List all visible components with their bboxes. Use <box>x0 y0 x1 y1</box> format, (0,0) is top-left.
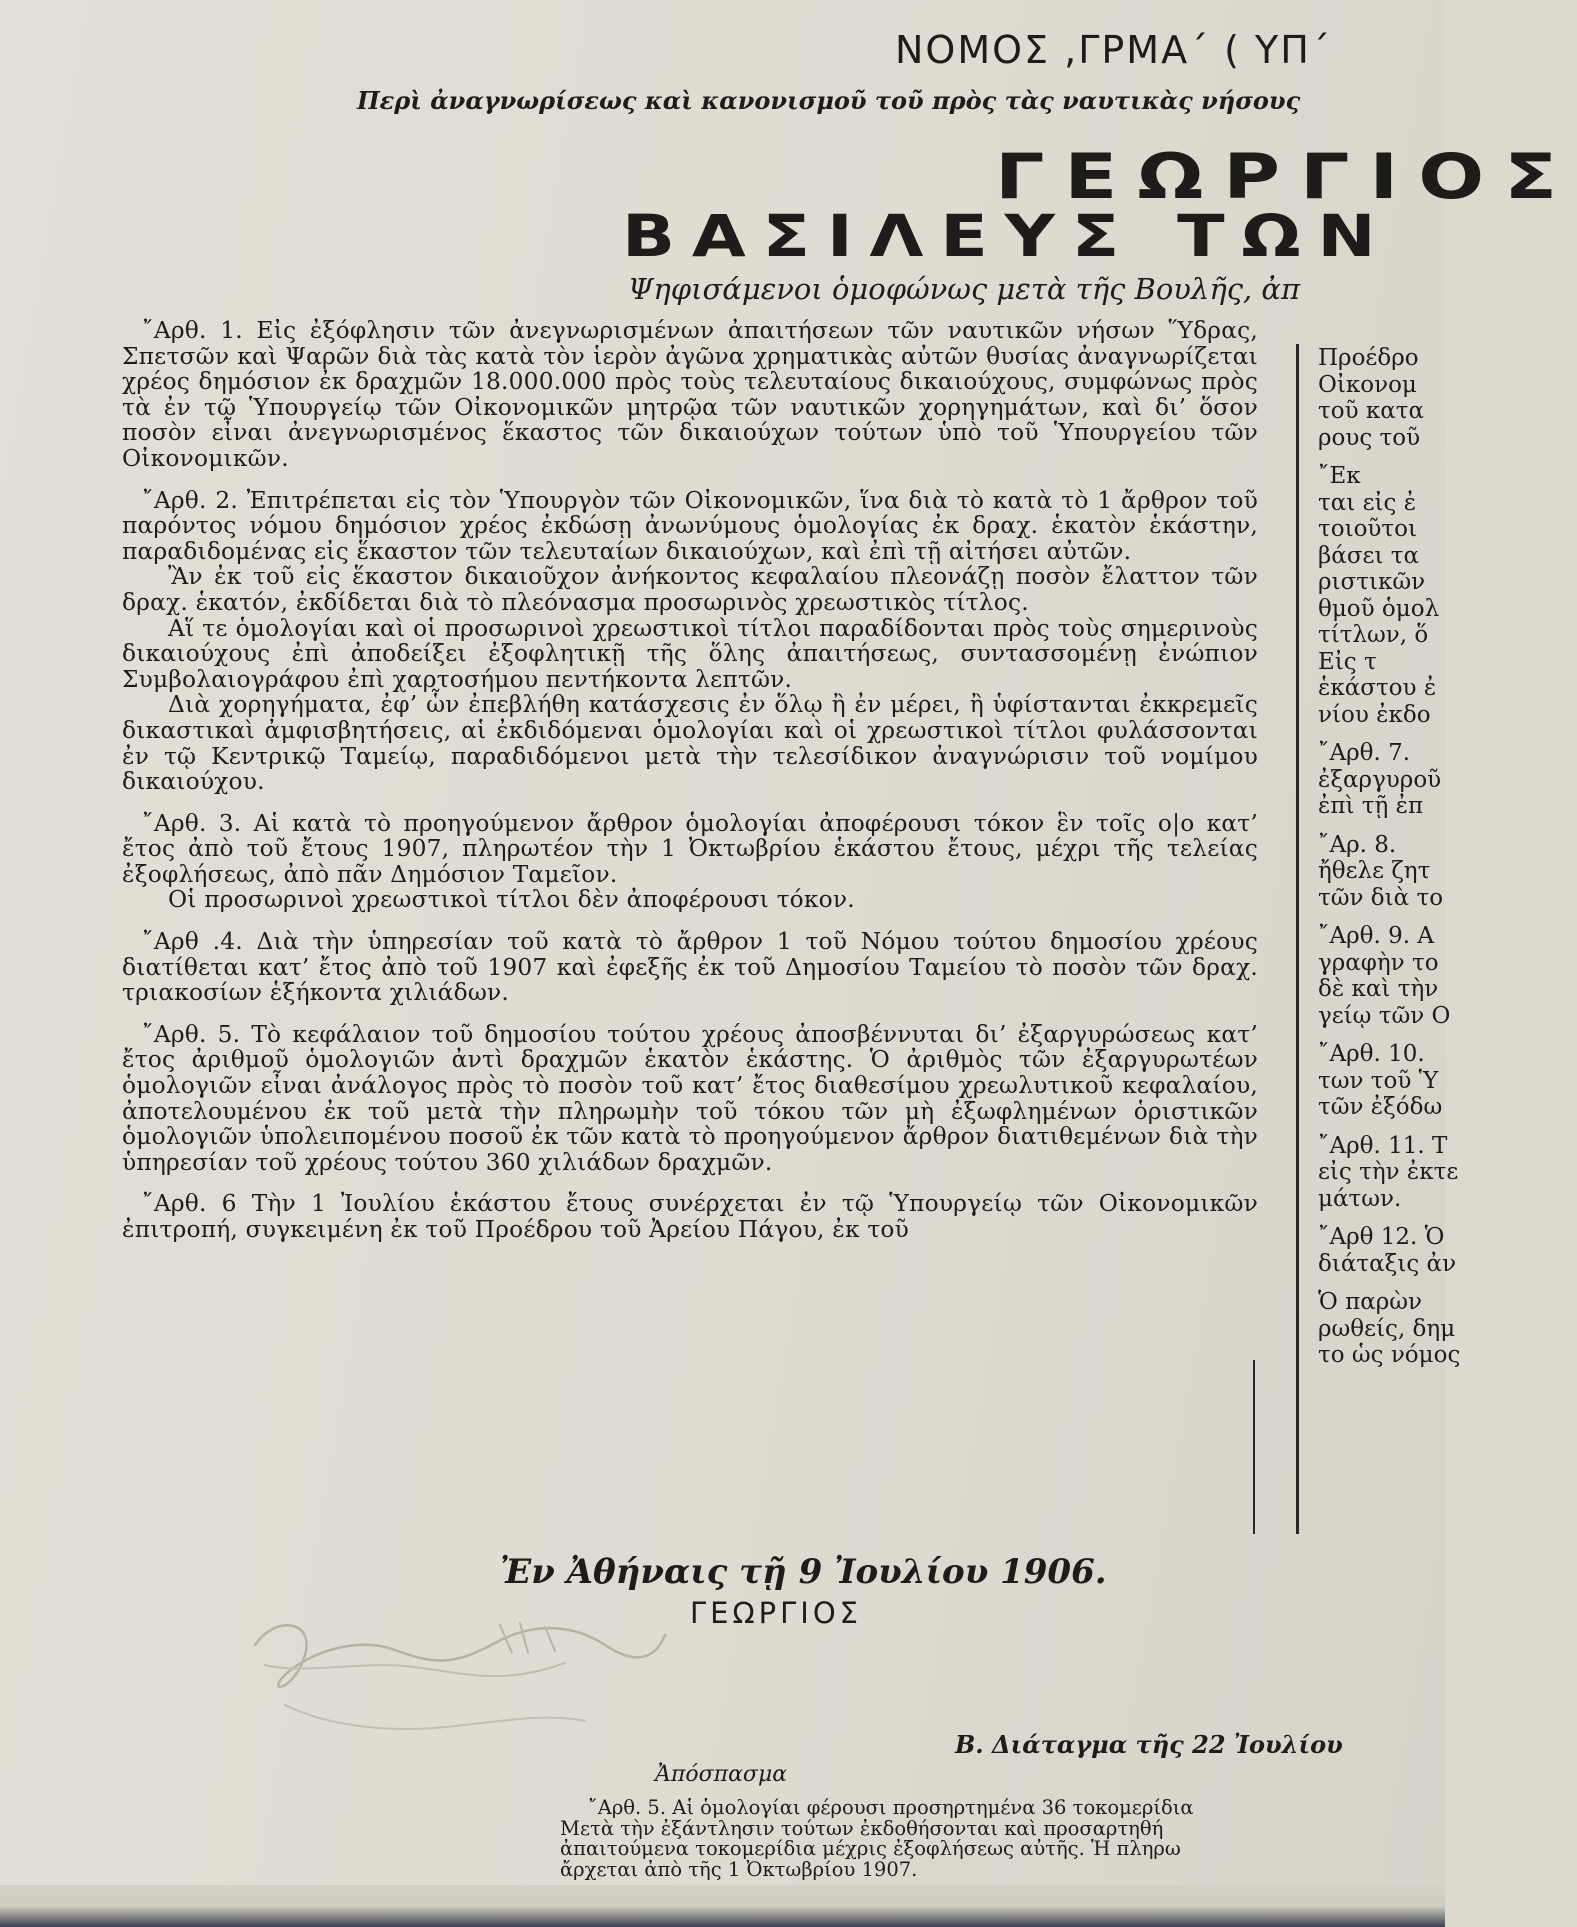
right-column-line: ται εἰς ἐ <box>1318 489 1417 516</box>
right-column-line: γείῳ τῶν Ο <box>1318 1002 1451 1029</box>
right-column-line: δὲ καὶ τὴν <box>1318 976 1439 1002</box>
article-paragraph: ῎Αρθ. 1. Εἰς ἐξόφλησιν τῶν ἀνεγνωρισμένων ἀπαιτήσεων τῶν ναυτικῶν νήσων Ὕδρας, Σπετσῶν καὶ Ψαρῶν διὰ τὰς κατὰ τὸν ἱερὸν ἀγῶνα χρηματικὰς αὐτῶν θυσίας ἀναγνωρίζεται χρέος δημόσιον ἐκ δραχμῶν 18.000.000 πρὸς τοὺς τελευταίους δικαιούχους, συμφώνως πρὸς τὰ ἐν τῷ Ὑπουργείῳ τῶν Οἰκονομικῶν μητρῷα τῶν ναυτικῶν χορηγημάτων, καὶ δι’ ὅσον ποσὸν εἶναι ἀνεγνωρισμένος ἕκαστος τῶν δικαιούχων τούτων ὑπὸ τοῦ Ὑπουργείου τῶν Οἰκονομικῶν. <box>122 317 1258 472</box>
king-name-heading: ΓΕΩΡΓΙΟΣ <box>995 140 1577 213</box>
right-column-line: γραφὴν το <box>1318 949 1439 976</box>
right-column-line: Προέδρο <box>1318 345 1419 371</box>
right-column-line: των τοῦ Ὑ <box>1318 1067 1439 1094</box>
right-column-line: ἐπὶ τῇ ἐπ <box>1318 793 1424 819</box>
right-column-line: ρους τοῦ <box>1318 424 1421 451</box>
decree-extract <box>560 1798 1460 1880</box>
king-title-heading: ΒΑΣΙΛΕΥΣ ΤΩΝ <box>622 202 1393 270</box>
handwritten-signature <box>245 1605 685 1745</box>
article-paragraph: ῎Αρθ. 2. Ἐπιτρέπεται εἰς τὸν Ὑπουργὸν τῶν Οἰκονομικῶν, ἵνα διὰ τὸ κατὰ τὸ 1 ἄρθρον τοῦ παρόντος νόμου δημόσιον χρέος ἐκδώσῃ ἀνωνύμους ὁμολογίας ἐκ δραχ. ἑκατὸν ἑκάστην, παραδιδομένας εἰς ἕκαστον τῶν τελευταίων δικαιούχων, καὶ ἐπὶ τῇ αἰτήσει αὐτῶν. <box>122 486 1258 565</box>
right-text-column <box>1318 345 1518 1381</box>
right-column-line: ρωθείς, δημ <box>1318 1315 1456 1342</box>
right-column-line: ῎Αρθ. 11. Τ <box>1318 1132 1448 1159</box>
extract-line: ῎Αρθ. 5. Αἱ ὁμολογίαι φέρουσι προσηρτημένα 36 τοκομερίδια <box>588 1796 1194 1819</box>
article-5 <box>122 1022 1258 1176</box>
column-divider <box>1296 344 1299 1534</box>
enactment-clause: Ψηφισάμενοι ὁμοφώνως μετὰ τῆς Βουλῆς, ἀπ <box>628 272 1301 306</box>
right-column-line: Ὁ παρὼν <box>1318 1289 1422 1315</box>
article-paragraph: Αἵ τε ὁμολογίαι καὶ οἱ προσωρινοὶ χρεωστικοὶ τίτλοι παραδίδονται πρὸς τοὺς σημερινοὺς δικαιούχους ἐπὶ ἀποδείξει ἐξοφλητικῇ τῆς ὅλης ἀπαιτήσεως, συντασσομένῃ ἐνώπιον Συμβολαιογράφου ἐπὶ χαρτοσήμου πεντήκοντα λεπτῶν. <box>122 614 1258 693</box>
column-divider-short <box>1253 1360 1255 1534</box>
article-1 <box>122 318 1258 472</box>
article-paragraph: Διὰ χορηγήματα, ἐφ’ ὧν ἐπεβλήθη κατάσχεσις ἐν ὅλῳ ἢ ἐν μέρει, ἢ ὑφίστανται ἐκκρεμεῖς δικαστικαὶ ἀμφισβητήσεις, αἱ ἐκδιδόμεναι ὁμολογίαι καὶ οἱ χρεωστικοὶ τίτλοι φυλάσσονται ἐν τῷ Κεντρικῷ Ταμείῳ, παραδιδόμενοι μετὰ τὴν τελεσίδικον ἀναγνώρισιν τοῦ νομίμου δικαιούχου. <box>122 691 1258 796</box>
article-paragraph: Οἱ προσωρινοὶ χρεωστικοὶ τίτλοι δὲν ἀποφέρουσι τόκον. <box>168 886 855 914</box>
right-column-line: ῎Εκ <box>1318 463 1361 489</box>
article-2 <box>122 488 1258 795</box>
right-column-line: ῎Αρθ. 10. <box>1318 1041 1425 1067</box>
extract-line: ἀπαιτούμενα τοκομερίδια μέχρις ἐξοφλήσεως αὐτῆς. Ἡ πληρω <box>560 1837 1181 1860</box>
signature-king-name: ΓΕΩΡΓΙΟΣ <box>690 1596 862 1630</box>
right-column-line: τοῦ κατα <box>1318 398 1425 424</box>
right-column-line: ῎Αρθ. 9. Α <box>1318 923 1434 949</box>
right-column-line: νίου ἐκδο <box>1318 701 1431 728</box>
article-paragraph: ῎Αρθ. 5. Τὸ κεφάλαιον τοῦ δημοσίου τούτου χρέους ἀποσβέννυται δι’ ἐξαργυρώσεως κατ’ ἔτος ἀριθμοῦ ὁμολογιῶν ἀντὶ δραχμῶν ἑκατὸν ἑκάστης. Ὁ ἀριθμὸς τῶν ἐξαργυρωτέων ὁμολογιῶν εἶναι ἀνάλογος πρὸς τὸ ποσὸν τοῦ κατ’ ἔτος διαθεσίμου χρεωλυτικοῦ κεφαλαίου, ἀποτελουμένου ἐκ τοῦ μετὰ τὴν πληρωμὴν τοῦ τόκου τῶν μὴ ἐξωφλημένων ὁριστικῶν ὁμολογιῶν ὑπολειπομένου ποσοῦ ἐκ τῶν κατὰ τὸ προηγούμενον ἄρθρον διατιθεμένων διὰ τὴν ὑπηρεσίαν τοῦ χρέους τούτου 360 χιλιάδων δραχμῶν. <box>122 1020 1258 1176</box>
decree-title: Β. Διάταγμα τῆς 22 Ἰουλίου <box>955 1730 1343 1759</box>
article-paragraph: Ἂν ἐκ τοῦ εἰς ἕκαστον δικαιοῦχον ἀνήκοντος κεφαλαίου πλεονάζῃ ποσὸν ἔλαττον τῶν δραχ. ἑκατόν, ἐκδίδεται διὰ τὸ πλεόνασμα προσωρινὸς χρεωστικὸς τίτλος. <box>122 563 1258 616</box>
right-column-line: διάταξις ἀν <box>1318 1250 1457 1277</box>
right-column-line: τῶν διὰ το <box>1318 884 1444 911</box>
right-column-line: μάτων. <box>1318 1185 1402 1212</box>
article-paragraph: ῎Αρθ. 6 Τὴν 1 Ἰουλίου ἑκάστου ἔτους συνέρχεται ἐν τῷ Ὑπουργείῳ τῶν Οἰκονομικῶν ἐπιτροπή, συγκειμένη ἐκ τοῦ Προέδρου τοῦ Ἀρείου Πάγου, ἐκ τοῦ <box>122 1190 1258 1243</box>
right-column-line: εἰς τὴν ἐκτε <box>1318 1159 1459 1185</box>
right-column-line: θμοῦ ὁμολ <box>1318 595 1440 622</box>
right-column-line: τίτλων, ὅ <box>1318 622 1429 648</box>
main-text-column <box>122 318 1258 1259</box>
extract-line: ἄρχεται ἀπὸ τῆς 1 Ὀκτωβρίου 1907. <box>560 1857 918 1881</box>
right-column-line: ῎Αρθ. 7. <box>1318 740 1411 766</box>
right-column-line: τοιοῦτοι <box>1318 516 1418 542</box>
right-column-line: βάσει τα <box>1318 542 1420 569</box>
extract-label: Ἀπόσπασμα <box>655 1762 788 1787</box>
right-column-line: ἤθελε ζητ <box>1318 858 1431 884</box>
law-title: ΝΟΜΟΣ ,ΓΡΜΑ΄ ( ΥΠ΄ <box>895 28 1332 72</box>
right-column-line: τῶν ἐξόδω <box>1318 1094 1443 1120</box>
right-column-line: ἐξαργυροῦ <box>1318 766 1442 793</box>
article-paragraph: ῎Αρθ .4. Διὰ τὴν ὑπηρεσίαν τοῦ κατὰ τὸ ἄρθρον 1 τοῦ Νόμου τούτου δημοσίου χρέους διατίθεται κατ’ ἔτος ἀπὸ τοῦ 1907 καὶ ἐφεξῆς ἐκ τοῦ Δημοσίου Ταμείου τὸ ποσὸν τῶν δραχ. τριακοσίων ἑξήκοντα χιλιάδων. <box>122 928 1258 1007</box>
right-column-line: Οἰκονομ <box>1318 371 1417 398</box>
right-column-line: ἑκάστου ἐ <box>1318 675 1437 701</box>
right-column-line: ριστικῶν <box>1318 569 1426 595</box>
article-3 <box>122 811 1258 913</box>
right-column-line: ῎Αρθ 12. Ὁ <box>1318 1224 1445 1250</box>
page-bottom-edge <box>0 1885 1445 1927</box>
article-4 <box>122 929 1258 1006</box>
extract-line: Μετὰ τὴν ἐξάντλησιν τούτων ἐκδοθήσονται καὶ προσαρτηθή <box>560 1816 1164 1840</box>
right-column-line: ῎Αρ. 8. <box>1318 831 1397 858</box>
article-6 <box>122 1191 1258 1242</box>
signature-place-date: Ἐν Ἀθήναις τῇ 9 Ἰουλίου 1906. <box>500 1552 1107 1592</box>
right-column-line: το ὡς νόμος <box>1318 1342 1461 1368</box>
article-paragraph: ῎Αρθ. 3. Αἱ κατὰ τὸ προηγούμενον ἄρθρον ὁμολογίαι ἀποφέρουσι τόκον ἓν τοῖς ο|ο κατ’ ἔτος ἀπὸ τοῦ ἔτους 1907, πληρωτέον τὴν 1 Ὀκτωβρίου ἑκάστου ἔτους, μέχρι τῆς τελείας ἐξοφλήσεως, ἀπὸ πᾶν Δημόσιον Ταμεῖον. <box>122 809 1258 888</box>
law-subtitle: Περὶ ἀναγνωρίσεως καὶ κανονισμοῦ τοῦ πρὸς τὰς ναυτικὰς νήσους <box>357 86 1301 115</box>
right-column-line: Εἰς τ <box>1318 648 1377 675</box>
